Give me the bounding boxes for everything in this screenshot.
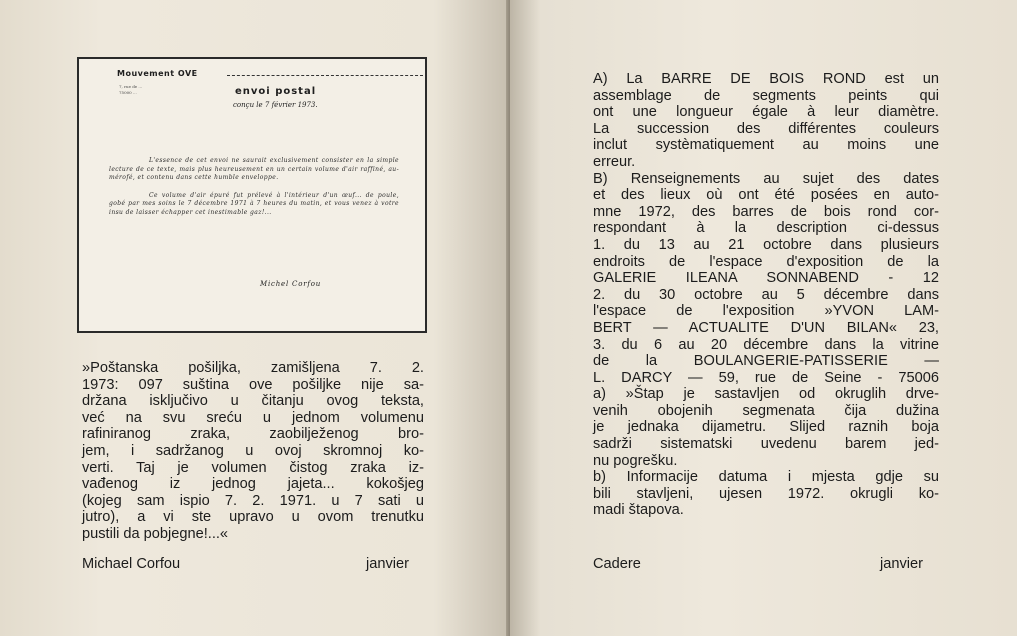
card-address-line: 7, rue de ... bbox=[119, 84, 143, 89]
text-line: assemblage de segments peints qui bbox=[593, 87, 939, 104]
postal-card-reproduction bbox=[77, 57, 427, 333]
text-line: BERT — ACTUALITE D'UN BILAN« 23, bbox=[593, 319, 939, 336]
right-text-block bbox=[593, 71, 939, 519]
text-line: La succession des différentes couleurs bbox=[593, 120, 939, 137]
text-line: erreur. bbox=[593, 153, 636, 170]
text-line: 3. du 6 au 20 décembre dans la vitrine bbox=[593, 336, 939, 353]
card-title: envoi postal bbox=[235, 86, 317, 97]
card-header-rule bbox=[227, 75, 423, 76]
text-line: a) »Štap je sastavljen od okruglih drve- bbox=[593, 386, 939, 403]
right-footer-author: Cadere bbox=[593, 556, 641, 572]
text-line: et des lieux où ont été posées en auto- bbox=[593, 187, 939, 204]
text-line: verti. Taj je volumen čistog zraka iz- bbox=[82, 459, 424, 476]
card-date: conçu le 7 février 1973. bbox=[233, 101, 318, 109]
text-line: de la BOULANGERIE-PATISSERIE — bbox=[593, 353, 939, 370]
text-line: l'espace de l'exposition »YVON LAM- bbox=[593, 303, 939, 320]
text-line: bili stavljeni, ujesen 1972. okrugli ko- bbox=[593, 485, 939, 502]
text-line: je jednaka dijametru. Slijed raznih boja bbox=[593, 419, 939, 436]
text-line: b) Informacije datuma i mjesta gdje su bbox=[593, 469, 939, 486]
text-line: držana isključivo u čitanju ovog teksta, bbox=[82, 393, 424, 410]
text-line: B) Renseignements au sujet des dates bbox=[593, 170, 939, 187]
text-line: L. DARCY — 59, rue de Seine - 75006 bbox=[593, 369, 939, 386]
text-line: jem, i sadržanog u ovoj skromnoj ko- bbox=[82, 442, 424, 459]
text-line: 2. du 30 octobre au 5 décembre dans bbox=[593, 286, 939, 303]
card-organization: Mouvement OVE bbox=[117, 69, 198, 78]
text-line: madi štapova. bbox=[593, 502, 684, 519]
text-line: vađenog iz jednog jajeta... kokošjeg bbox=[82, 476, 424, 493]
left-footer-month: janvier bbox=[366, 556, 409, 572]
text-line: »Poštanska pošiljka, zamišljena 7. 2. bbox=[82, 360, 424, 376]
text-line: GALERIE ILEANA SONNABEND - 12 bbox=[593, 270, 939, 287]
text-line: rafiniranog zraka, zaobilježenog bro- bbox=[82, 426, 424, 443]
text-line: endroits de l'espace d'exposition de la bbox=[593, 253, 939, 270]
text-line: 1. du 13 au 21 octobre dans plusieurs bbox=[593, 236, 939, 253]
left-translation-text bbox=[82, 360, 424, 543]
text-line: (kojeg sam ispio 7. 2. 1971. u 7 sati u bbox=[82, 492, 424, 509]
card-signature: Michel Corfou bbox=[260, 280, 322, 288]
text-line: jutro), a vi ste upravo u ovom trenutku bbox=[82, 509, 424, 526]
text-line: već na svu sreću u jednom volumenu bbox=[82, 409, 424, 426]
card-address-line: 75000 ... bbox=[119, 90, 137, 95]
text-line: respondant à la description ci-dessus bbox=[593, 220, 939, 237]
card-paragraph: Ce volume d'air épuré fut prélevé à l'intérieur d'un œuf... de poule, gobé par mes soins le 7 décembre 1971 à 7 heures du matin, et vous venez à votre insu de laisser échapper cet inestimable gaz!... bbox=[109, 191, 399, 216]
right-footer-month: janvier bbox=[880, 556, 923, 572]
text-line: nu pogrešku. bbox=[593, 452, 678, 469]
text-line: venih obojenih segmenata čija dužina bbox=[593, 402, 939, 419]
text-line: ont une longueur égale à leur diamètre. bbox=[593, 104, 939, 121]
card-body bbox=[109, 157, 399, 227]
text-line: mne 1972, des barres de bois rond cor- bbox=[593, 203, 939, 220]
left-footer-author: Michael Corfou bbox=[82, 556, 181, 572]
text-line: sadrži sistematski uvedenu barem jed- bbox=[593, 436, 939, 453]
text-line: pustili da pobjegne!...« bbox=[82, 525, 229, 542]
card-paragraph: L'essence de cet envoi ne saurait exclusivement consister en la simple lecture de ce texte, mais plus heureusement en un certain volume d'air raffiné, au-mérofé, et contenu dans cette humble enveloppe. bbox=[109, 157, 399, 182]
card-address bbox=[119, 84, 142, 96]
text-line: 1973: 097 suština ove pošiljke nije sa- bbox=[82, 376, 424, 393]
text-line: A) La BARRE DE BOIS ROND est un bbox=[593, 71, 939, 87]
text-line: inclut systèmatiquement au moins une bbox=[593, 137, 939, 154]
